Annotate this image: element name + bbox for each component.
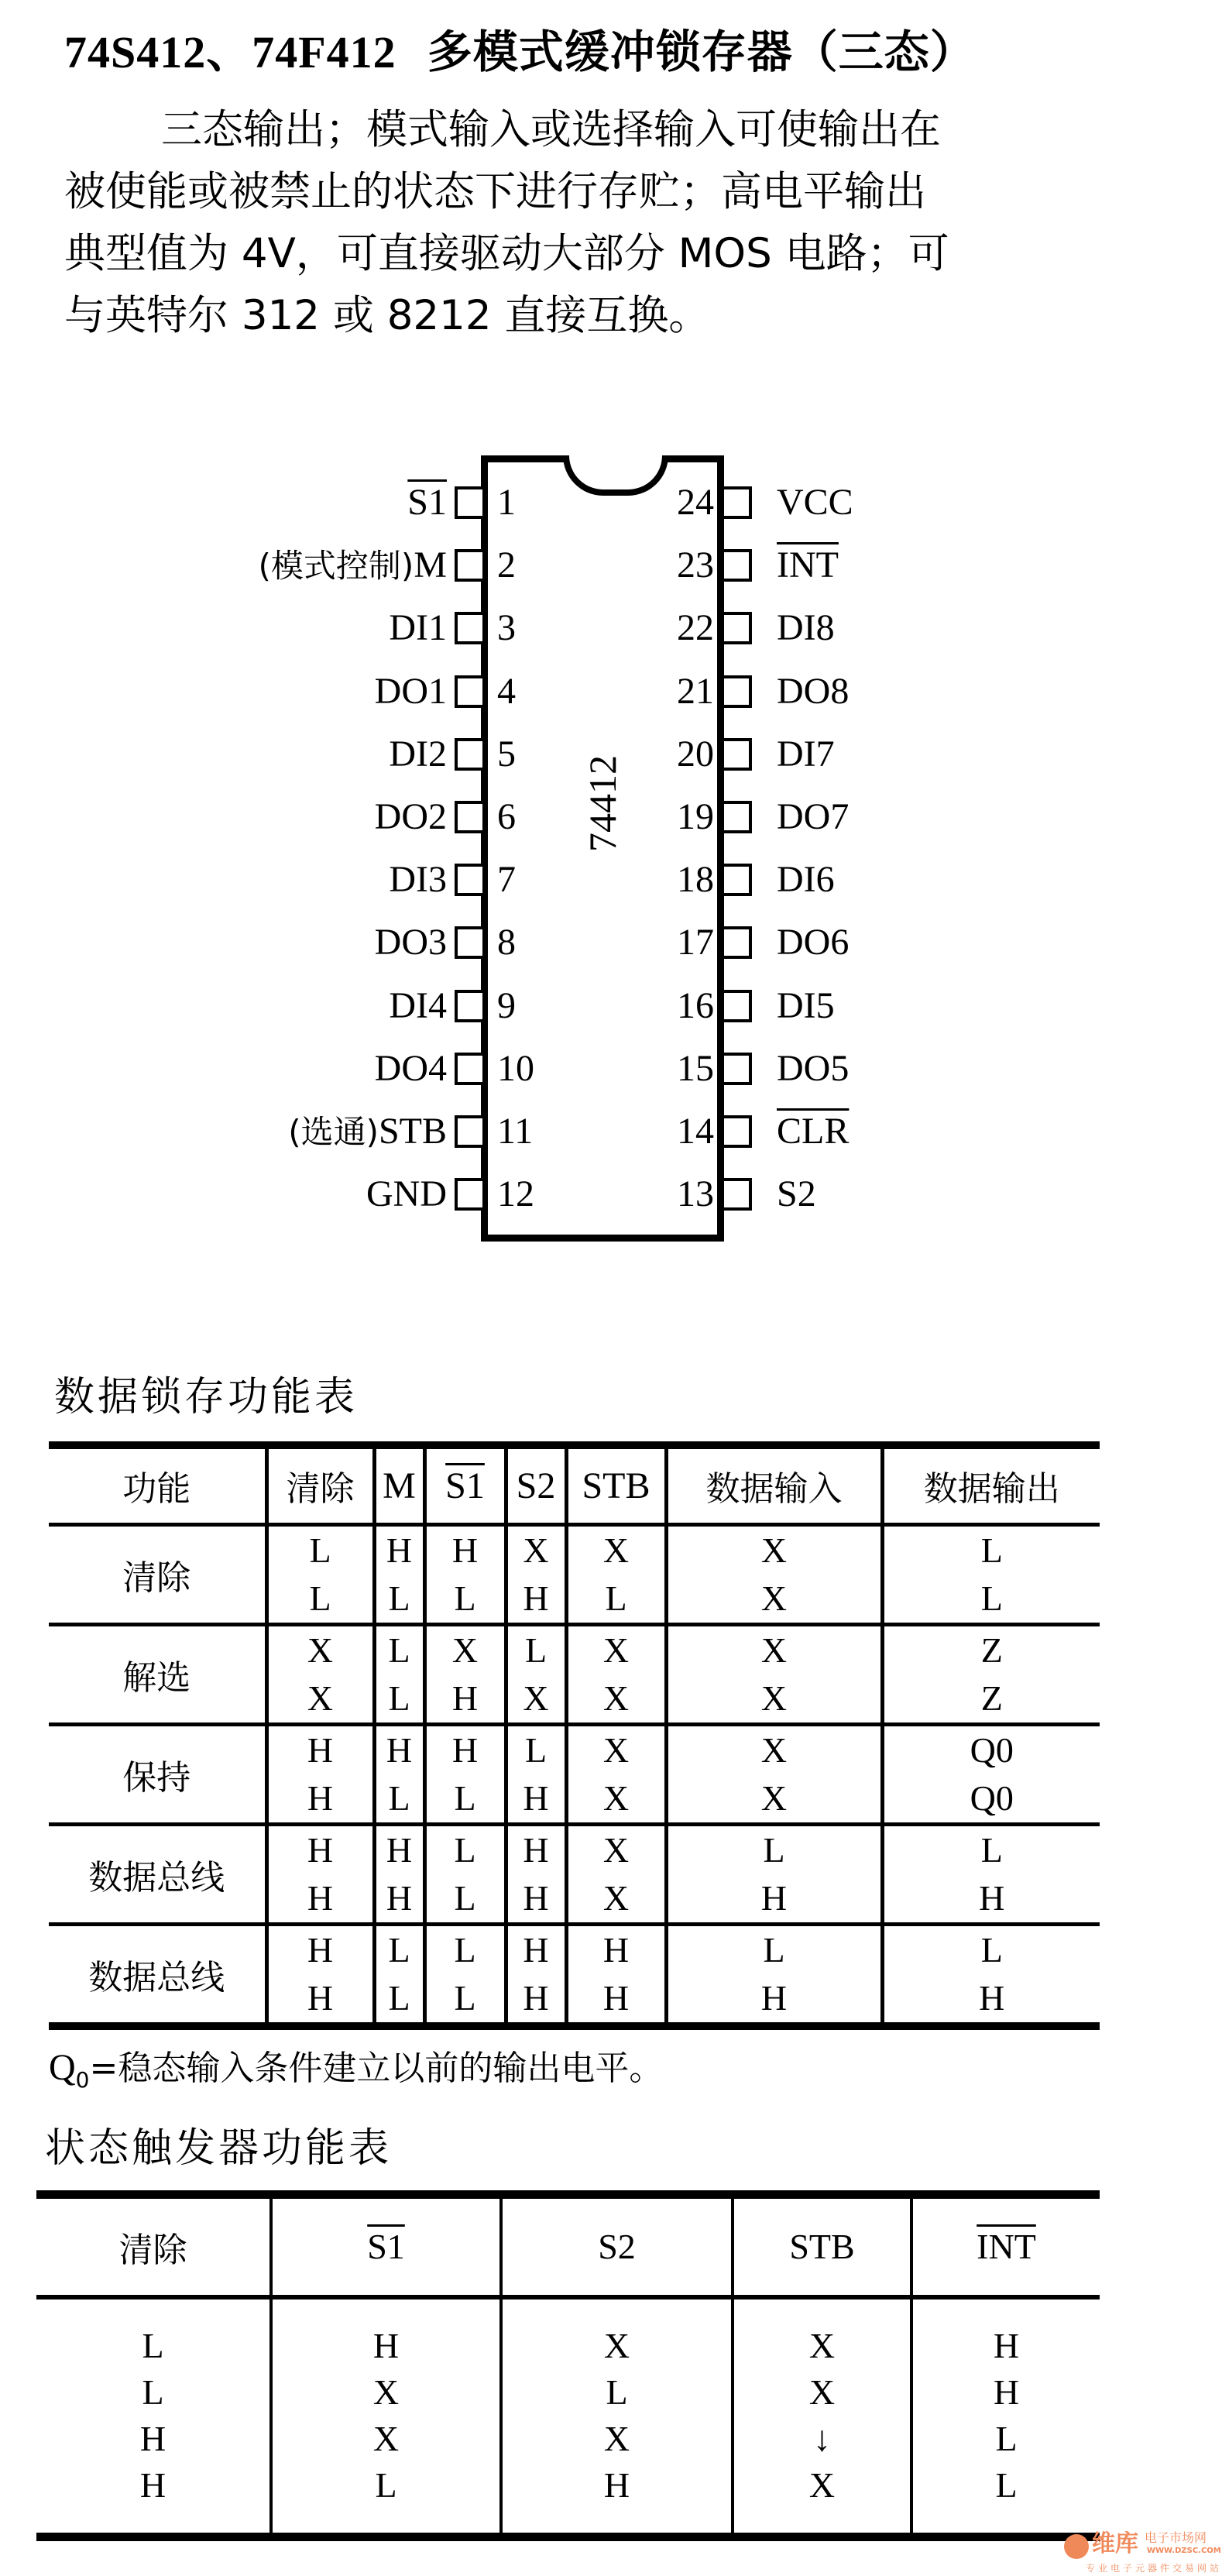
value: L (388, 1578, 410, 1618)
pin-21-pad (724, 675, 752, 708)
value: H (307, 1729, 334, 1770)
table-row-group (49, 1724, 1100, 1824)
value: H (979, 1877, 1005, 1918)
description-line: 三态输出；模式输入或选择输入可使输出在 (161, 106, 941, 153)
value: X (760, 1530, 788, 1570)
pin-15-pad (724, 1053, 752, 1085)
value: H (307, 1929, 334, 1970)
value-cell (911, 2297, 1100, 2537)
pin-number: 2 (497, 544, 516, 586)
value-cell (424, 1724, 506, 1824)
value: H (603, 2465, 630, 2506)
value: Q0 (970, 1729, 1014, 1770)
watermark (1053, 2526, 1222, 2576)
value: H (523, 1777, 549, 1818)
value: X (602, 1678, 630, 1718)
value: H (451, 1678, 479, 1718)
value: X (523, 1530, 549, 1570)
pin-name: M (414, 544, 447, 586)
value: L (454, 1829, 476, 1870)
value-cell (424, 1824, 506, 1924)
pin-number: 5 (497, 733, 516, 775)
value: X (760, 1678, 788, 1718)
value: X (760, 1630, 788, 1670)
value-cell (666, 1524, 882, 1624)
pin-9-pad (455, 990, 482, 1022)
value: L (524, 1729, 547, 1770)
value: H (993, 2326, 1020, 2366)
pin-number: 17 (677, 922, 714, 963)
pin-label (375, 670, 447, 713)
value-cell (566, 1924, 666, 2026)
q0-note (49, 2045, 663, 2104)
pin-name: DO2 (374, 796, 447, 837)
value: H (139, 2419, 166, 2459)
pin-number: 13 (677, 1173, 714, 1215)
value: X (602, 1877, 630, 1918)
value-cell (424, 1524, 506, 1624)
value: L (388, 1977, 410, 2018)
value: H (139, 2465, 166, 2506)
value-cell (506, 1724, 566, 1824)
description-line: 与英特尔 312 或 8212 直接互换。 (64, 292, 710, 339)
value: H (523, 1829, 549, 1870)
pin-label (375, 921, 447, 964)
header-clear: 清除 (266, 1445, 374, 1524)
pin-name: DO5 (777, 1047, 850, 1089)
value: H (523, 1977, 549, 2018)
value-cell (733, 2297, 911, 2537)
note-sub: 0 (75, 2066, 90, 2093)
value: L (980, 1578, 1003, 1618)
value: H (602, 1929, 630, 1970)
pin-1-pad (455, 486, 482, 519)
pin-number: 7 (497, 859, 516, 901)
pin-14-pad (724, 1115, 752, 1148)
value: X (451, 1630, 479, 1670)
latch-table-title: 数据锁存功能表 (54, 1374, 359, 1420)
table-row-group (49, 1624, 1100, 1724)
value: L (980, 1530, 1003, 1570)
value: H (372, 2326, 400, 2366)
pin-name: VCC (777, 482, 853, 523)
pin-name: S2 (777, 1173, 816, 1215)
value: X (603, 2326, 630, 2366)
pin-number: 22 (677, 607, 714, 649)
description (64, 99, 1117, 347)
pin-label (777, 795, 849, 839)
value: L (309, 1578, 331, 1618)
value: L (524, 1630, 547, 1670)
header-clear: 清除 (118, 2230, 187, 2270)
description-line: 典型值为 4V，可直接驱动大部分 MOS 电路；可 (64, 230, 949, 277)
value: X (603, 2419, 630, 2459)
header-stb: STB (733, 2195, 911, 2297)
table-header-row (49, 1445, 1100, 1524)
pin-label (375, 1047, 447, 1091)
value: L (388, 1678, 410, 1718)
value-cell (266, 1524, 374, 1624)
note-text: =稳态输入条件建立以前的输出电平。 (89, 2049, 664, 2088)
pin-label (777, 606, 835, 650)
value: H (307, 1877, 334, 1918)
pin-13-pad (724, 1178, 752, 1211)
value-cell (266, 1624, 374, 1724)
value: L (454, 1977, 476, 2018)
pin-label (777, 670, 849, 713)
pin-label (777, 858, 835, 902)
value-cell (424, 1924, 506, 2026)
value: H (386, 1829, 413, 1870)
value-cell (506, 1524, 566, 1624)
pin-19-pad (724, 801, 752, 833)
header-stb: STB (566, 1445, 666, 1524)
value: H (307, 1829, 334, 1870)
pin-label (777, 921, 849, 964)
pin-name: DO4 (374, 1047, 447, 1089)
table-row-group (49, 1924, 1100, 2026)
description-line: 被使能或被禁止的状态下进行存贮；高电平输出 (64, 168, 926, 215)
value: H (979, 1977, 1005, 2018)
value: L (980, 1929, 1003, 1970)
value: X (760, 1578, 788, 1618)
value: H (760, 1877, 788, 1918)
pin-label (366, 1173, 447, 1216)
pin-24-pad (724, 486, 752, 519)
value: H (307, 1777, 334, 1818)
value-cell (666, 1724, 882, 1824)
trigger-function-table (36, 2190, 1100, 2541)
value: L (388, 1630, 410, 1670)
value-cell (566, 1724, 666, 1824)
header-m: M (374, 1445, 424, 1524)
header-function: 功能 (122, 1469, 191, 1510)
pin-11-pad (455, 1115, 482, 1148)
pin-3-pad (455, 612, 482, 644)
value: H (451, 1729, 479, 1770)
pin-17-pad (724, 926, 752, 959)
function-cell: 数据总线 (88, 1957, 225, 1997)
value-cell (666, 1824, 882, 1924)
value: X (808, 2465, 836, 2506)
value-cell (882, 1524, 1100, 1624)
value: X (602, 1530, 630, 1570)
value: H (386, 1729, 413, 1770)
value: L (605, 1578, 627, 1618)
value: X (372, 2372, 400, 2413)
pin-number: 4 (497, 670, 516, 712)
function-cell: 解选 (122, 1657, 191, 1698)
pin-number: 1 (497, 482, 516, 523)
value-cell (566, 1824, 666, 1924)
pin-18-pad (724, 864, 752, 896)
value-cell (374, 1624, 424, 1724)
value: H (386, 1877, 413, 1918)
pin-7-pad (455, 864, 482, 896)
value: X (760, 1729, 788, 1770)
pin-name: GND (366, 1173, 447, 1215)
pin-label (389, 984, 447, 1028)
function-cell: 清除 (122, 1558, 191, 1598)
value-cell (36, 2297, 271, 2537)
pin-22-pad (724, 612, 752, 644)
pin-name: DI3 (389, 859, 447, 901)
watermark-tagline: 专业电子元器件交易网站 (1086, 2563, 1222, 2574)
value: Z (980, 1678, 1003, 1718)
pin-number: 8 (497, 922, 516, 963)
value: X (523, 1678, 549, 1718)
pin-number: 6 (497, 796, 516, 837)
pin-10-pad (455, 1053, 482, 1085)
pin-2-pad (455, 549, 482, 582)
value-cell (506, 1824, 566, 1924)
pin-number: 20 (677, 733, 714, 775)
pin-name: DI6 (777, 859, 835, 901)
value: X (808, 2372, 836, 2413)
function-cell: 数据总线 (88, 1857, 225, 1898)
header-s2: S2 (501, 2195, 733, 2297)
pin-8-pad (455, 926, 482, 959)
watermark-brand-sub: 电子市场网 (1145, 2530, 1207, 2545)
value: Q0 (970, 1777, 1014, 1818)
pin-number: 12 (497, 1173, 534, 1215)
title-text: 多模式缓冲锁存器（三态） (427, 26, 976, 78)
value-cell (882, 1824, 1100, 1924)
pin-name: DI8 (777, 607, 835, 649)
value: H (523, 1877, 549, 1918)
header-int-label: $\overline{INT}$ (977, 2227, 1036, 2267)
pin-name: DO8 (777, 670, 850, 712)
pin-name: DO1 (374, 670, 447, 712)
header-s2: S2 (506, 1445, 566, 1524)
pin-label (389, 858, 447, 902)
value-cell (566, 1524, 666, 1624)
value-cell (882, 1924, 1100, 2026)
pin-number: 3 (497, 607, 516, 649)
pin-label (777, 733, 835, 776)
value: H (386, 1530, 413, 1570)
pin-label (375, 795, 447, 839)
pin-number: 15 (677, 1047, 714, 1089)
header-int (911, 2195, 1100, 2297)
pin-4-pad (455, 675, 482, 708)
value: X (602, 1729, 630, 1770)
pin-name: DI1 (389, 607, 447, 649)
part-numbers: 74S412、74F412 (64, 27, 396, 77)
value: H (307, 1977, 334, 2018)
pin-name: STB (378, 1111, 447, 1152)
pin-name: DI2 (389, 733, 447, 775)
pin-number: 9 (497, 984, 516, 1026)
table-row-group (49, 1824, 1100, 1924)
value: L (309, 1530, 331, 1570)
pin-number: 19 (677, 796, 714, 837)
function-cell: 保持 (122, 1757, 191, 1798)
pin-name: DO7 (777, 796, 850, 837)
value: H (451, 1530, 479, 1570)
table-header-row (36, 2195, 1100, 2297)
pin-label (259, 544, 447, 587)
value: L (454, 1929, 476, 1970)
pin-label (407, 481, 447, 524)
value-cell (501, 2297, 733, 2537)
pin-name: S1 (407, 482, 447, 523)
table-row (36, 2297, 1100, 2537)
value-cell (374, 1924, 424, 2026)
table-row-group (49, 1524, 1100, 1624)
pin-number: 23 (677, 544, 714, 586)
pin-label (777, 1047, 849, 1091)
value: L (142, 2372, 164, 2413)
pin-name: $\overline{CLR}$ (777, 1111, 850, 1152)
value-cell (566, 1624, 666, 1724)
header-s1-label: S1 (445, 1465, 485, 1506)
value-cell (271, 2297, 501, 2537)
value-cell (882, 1724, 1100, 1824)
value: X (602, 1829, 630, 1870)
pin-label (777, 1110, 849, 1153)
pin-16-pad (724, 990, 752, 1022)
header-s1 (424, 1445, 506, 1524)
value: H (993, 2372, 1020, 2413)
pin-label (777, 984, 835, 1028)
watermark-brand: 维库 (1092, 2530, 1138, 2557)
pin-12-pad (455, 1178, 482, 1211)
value: L (995, 2419, 1018, 2459)
value-cell (374, 1524, 424, 1624)
watermark-url: WWW.DZSC.COM (1147, 2547, 1221, 2555)
value-cell (374, 1724, 424, 1824)
pin-23-pad (724, 549, 752, 582)
latch-function-table (49, 1441, 1100, 2030)
pin-6-pad (455, 801, 482, 833)
value: L (454, 1777, 476, 1818)
value: H (523, 1578, 549, 1618)
value: L (763, 1829, 785, 1870)
value-cell (882, 1624, 1100, 1724)
pin-number: 18 (677, 859, 714, 901)
value: H (760, 1977, 788, 2018)
value: L (763, 1929, 785, 1970)
pin-5-pad (455, 738, 482, 771)
value: L (995, 2465, 1018, 2506)
value: X (602, 1630, 630, 1670)
pin-note: (模式控制) (258, 547, 414, 586)
value: L (142, 2326, 164, 2366)
pin-number: 16 (677, 984, 714, 1026)
chip-label: 74412 (581, 755, 624, 852)
pin-number: 10 (497, 1047, 534, 1089)
value: X (372, 2419, 400, 2459)
pin-name: DO3 (374, 922, 447, 963)
value-cell (506, 1924, 566, 2026)
pin-number: 14 (677, 1111, 714, 1152)
value-cell (666, 1924, 882, 2026)
value: L (388, 1777, 410, 1818)
pin-note: (选通) (288, 1113, 379, 1151)
page-title (64, 25, 976, 80)
pin-label (777, 481, 853, 524)
value: L (980, 1829, 1003, 1870)
pin-name: DI5 (777, 984, 835, 1026)
value: X (307, 1678, 334, 1718)
pin-number: 21 (677, 670, 714, 712)
pin-label (777, 544, 839, 587)
value: X (602, 1777, 630, 1818)
value: L (606, 2372, 628, 2413)
value-cell (506, 1624, 566, 1724)
value: H (523, 1929, 549, 1970)
value-cell (424, 1624, 506, 1724)
value: L (454, 1578, 476, 1618)
pin-name: DI4 (389, 984, 447, 1026)
dzsc-logo-icon (1064, 2534, 1089, 2559)
value-cell (266, 1724, 374, 1824)
value: ↓ (813, 2419, 831, 2459)
value-cell (266, 1924, 374, 2026)
pin-label (777, 1173, 816, 1216)
value-cell (374, 1824, 424, 1924)
value: L (388, 1929, 410, 1970)
header-data-out: 数据输出 (882, 1445, 1100, 1524)
pin-name: $\overline{INT}$ (777, 544, 839, 586)
trigger-table-title: 状态触发器功能表 (45, 2125, 393, 2172)
value-cell (666, 1624, 882, 1724)
value: L (454, 1877, 476, 1918)
pin-number: 24 (677, 482, 714, 523)
value: H (602, 1977, 630, 2018)
pin-label (389, 606, 447, 650)
header-s1 (271, 2195, 501, 2297)
pin-number: 11 (497, 1111, 534, 1152)
pin-label (389, 733, 447, 776)
pin-label (288, 1110, 447, 1153)
pin-name: DO6 (777, 922, 850, 963)
value: L (375, 2465, 397, 2506)
value: X (808, 2326, 836, 2366)
value: Z (980, 1630, 1003, 1670)
header-data-in: 数据输入 (666, 1445, 882, 1524)
header-s1-label: S1 (367, 2227, 405, 2267)
pin-20-pad (724, 738, 752, 771)
value: X (760, 1777, 788, 1818)
value: X (307, 1630, 334, 1670)
note-q: Q (49, 2047, 76, 2088)
value-cell (266, 1824, 374, 1924)
pin-name: DI7 (777, 733, 835, 775)
